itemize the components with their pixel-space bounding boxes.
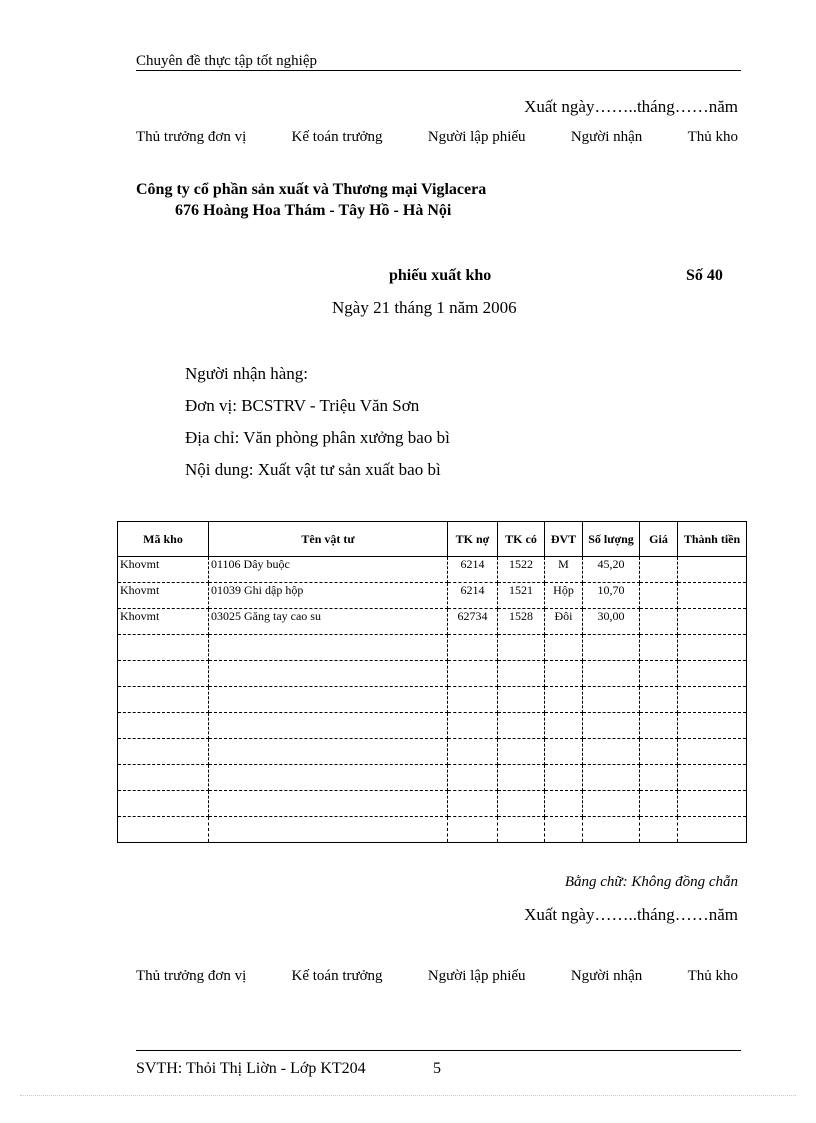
table-row <box>118 661 747 687</box>
table-cell <box>118 713 209 739</box>
table-cell <box>678 609 747 635</box>
table-row <box>118 687 747 713</box>
table-row <box>118 583 747 609</box>
table-cell <box>545 661 583 687</box>
table-cell <box>448 713 498 739</box>
table-cell <box>498 739 545 765</box>
recipient-unit: Đơn vị: BCSTRV - Triệu Văn Sơn <box>185 396 420 415</box>
table-cell <box>678 661 747 687</box>
voucher-title: phiếu xuất kho <box>389 267 492 284</box>
table-cell <box>545 817 583 843</box>
table-cell <box>118 791 209 817</box>
table-cell <box>498 687 545 713</box>
column-header: Số lượng <box>583 522 640 557</box>
table-cell <box>640 583 678 609</box>
column-header: Mã kho <box>118 522 209 557</box>
table-header-row <box>118 522 747 557</box>
signature-label: Thủ kho <box>687 129 738 145</box>
table-cell: M <box>545 557 583 583</box>
column-header: Thành tiền <box>678 522 747 557</box>
table-cell <box>640 791 678 817</box>
table-cell <box>448 687 498 713</box>
table-cell <box>640 661 678 687</box>
table-cell: 30,00 <box>583 609 640 635</box>
table-cell <box>640 739 678 765</box>
table-cell <box>448 817 498 843</box>
table-cell: Khovmt <box>118 557 209 583</box>
table-cell <box>118 635 209 661</box>
table-cell <box>448 765 498 791</box>
table-cell <box>448 739 498 765</box>
table-cell <box>583 817 640 843</box>
table-cell <box>545 713 583 739</box>
table-cell: 10,70 <box>583 583 640 609</box>
table-cell <box>209 739 448 765</box>
column-header: Tên vật tư <box>209 522 448 557</box>
voucher-date: Ngày 21 tháng 1 năm 2006 <box>332 298 517 317</box>
recipient-receiver: Người nhận hàng: <box>185 364 309 383</box>
table-cell: Khovmt <box>118 609 209 635</box>
table-cell <box>678 817 747 843</box>
table-cell <box>640 635 678 661</box>
table-cell <box>583 661 640 687</box>
table-cell <box>545 739 583 765</box>
table-cell <box>498 817 545 843</box>
signature-label: Thủ trưởng đơn vị <box>136 129 247 145</box>
company-address: 676 Hoàng Hoa Thám - Tây Hồ - Hà Nội <box>175 202 452 219</box>
table-row <box>118 557 747 583</box>
signature-row-top <box>136 129 738 146</box>
table-cell <box>640 609 678 635</box>
table-cell: 45,20 <box>583 557 640 583</box>
table-cell <box>583 791 640 817</box>
signature-label: Người lập phiếu <box>427 129 526 145</box>
table-cell <box>498 661 545 687</box>
table-cell <box>678 583 747 609</box>
table-cell: 01039 Ghi dập hộp <box>209 583 448 609</box>
table-cell <box>118 765 209 791</box>
amount-in-words: Bằng chữ: Không đồng chẵn <box>564 874 738 890</box>
table-cell <box>678 687 747 713</box>
table-cell <box>583 713 640 739</box>
table-cell <box>545 635 583 661</box>
table-cell: 6214 <box>448 557 498 583</box>
table-cell <box>448 635 498 661</box>
table-cell <box>209 765 448 791</box>
table-cell <box>678 791 747 817</box>
header-divider <box>136 70 741 71</box>
table-cell <box>640 687 678 713</box>
table-cell <box>640 817 678 843</box>
table-cell <box>118 661 209 687</box>
table-cell <box>448 661 498 687</box>
table-cell <box>583 635 640 661</box>
table-cell <box>640 557 678 583</box>
table-cell <box>583 739 640 765</box>
signature-label: Người nhận <box>570 129 643 145</box>
table-cell: 1521 <box>498 583 545 609</box>
table-cell <box>448 791 498 817</box>
table-cell <box>209 687 448 713</box>
footer-author: SVTH: Thỏi Thị Liờn - Lớp KT204 <box>136 1060 366 1077</box>
table-cell <box>678 765 747 791</box>
table-cell <box>498 791 545 817</box>
column-header: ĐVT <box>545 522 583 557</box>
table-cell <box>583 765 640 791</box>
table-cell <box>583 687 640 713</box>
signature-row-bottom <box>136 968 738 985</box>
column-header: TK có <box>498 522 545 557</box>
table-row <box>118 713 747 739</box>
table-cell: 62734 <box>448 609 498 635</box>
column-header: TK nợ <box>448 522 498 557</box>
table-cell <box>545 687 583 713</box>
table-cell <box>209 817 448 843</box>
table-row <box>118 635 747 661</box>
recipient-address: Địa chỉ: Văn phòng phân xưởng bao bì <box>185 428 450 447</box>
page-header-title: Chuyên đề thực tập tốt nghiệp <box>136 53 318 69</box>
recipient-content: Nội dung: Xuất vật tư sản xuất bao bì <box>185 460 441 479</box>
table-cell <box>498 635 545 661</box>
footer-page-number: 5 <box>433 1060 441 1077</box>
table-cell <box>209 791 448 817</box>
voucher-number: Số 40 <box>686 267 723 284</box>
table-cell <box>545 765 583 791</box>
signature-label: Thủ trưởng đơn vị <box>136 968 247 984</box>
signature-label: Người nhận <box>570 968 643 984</box>
table-row <box>118 739 747 765</box>
table-cell <box>678 713 747 739</box>
footer-divider <box>136 1050 741 1051</box>
table-cell <box>640 713 678 739</box>
table-cell: 6214 <box>448 583 498 609</box>
table-row <box>118 765 747 791</box>
table-row <box>118 609 747 635</box>
signature-label: Kế toán trưởng <box>291 129 383 145</box>
materials-table <box>117 521 747 843</box>
table-cell: 01106 Dây buộc <box>209 557 448 583</box>
table-row <box>118 817 747 843</box>
table-cell <box>209 635 448 661</box>
table-cell <box>118 817 209 843</box>
table-cell <box>209 713 448 739</box>
table-cell <box>545 791 583 817</box>
table-cell <box>209 661 448 687</box>
table-cell <box>118 687 209 713</box>
column-header: Giá <box>640 522 678 557</box>
table-cell <box>118 739 209 765</box>
table-cell <box>678 739 747 765</box>
table-cell: Đôi <box>545 609 583 635</box>
export-date-bottom: Xuất ngày……..tháng……năm <box>524 905 738 924</box>
table-cell <box>678 635 747 661</box>
table-cell: 1522 <box>498 557 545 583</box>
table-cell: Hộp <box>545 583 583 609</box>
table-cell: 03025 Găng tay cao su <box>209 609 448 635</box>
table-cell <box>498 765 545 791</box>
table-cell: 1528 <box>498 609 545 635</box>
export-date-top: Xuất ngày……..tháng……năm <box>524 97 738 116</box>
table-cell <box>678 557 747 583</box>
signature-label: Kế toán trưởng <box>291 968 383 984</box>
table-cell <box>498 713 545 739</box>
page-edge <box>20 1095 796 1096</box>
signature-label: Thủ kho <box>687 968 738 984</box>
company-name: Công ty cổ phần sản xuất và Thương mại Viglacera <box>136 181 487 198</box>
table-row <box>118 791 747 817</box>
table-cell: Khovmt <box>118 583 209 609</box>
signature-label: Người lập phiếu <box>427 968 526 984</box>
table-cell <box>640 765 678 791</box>
